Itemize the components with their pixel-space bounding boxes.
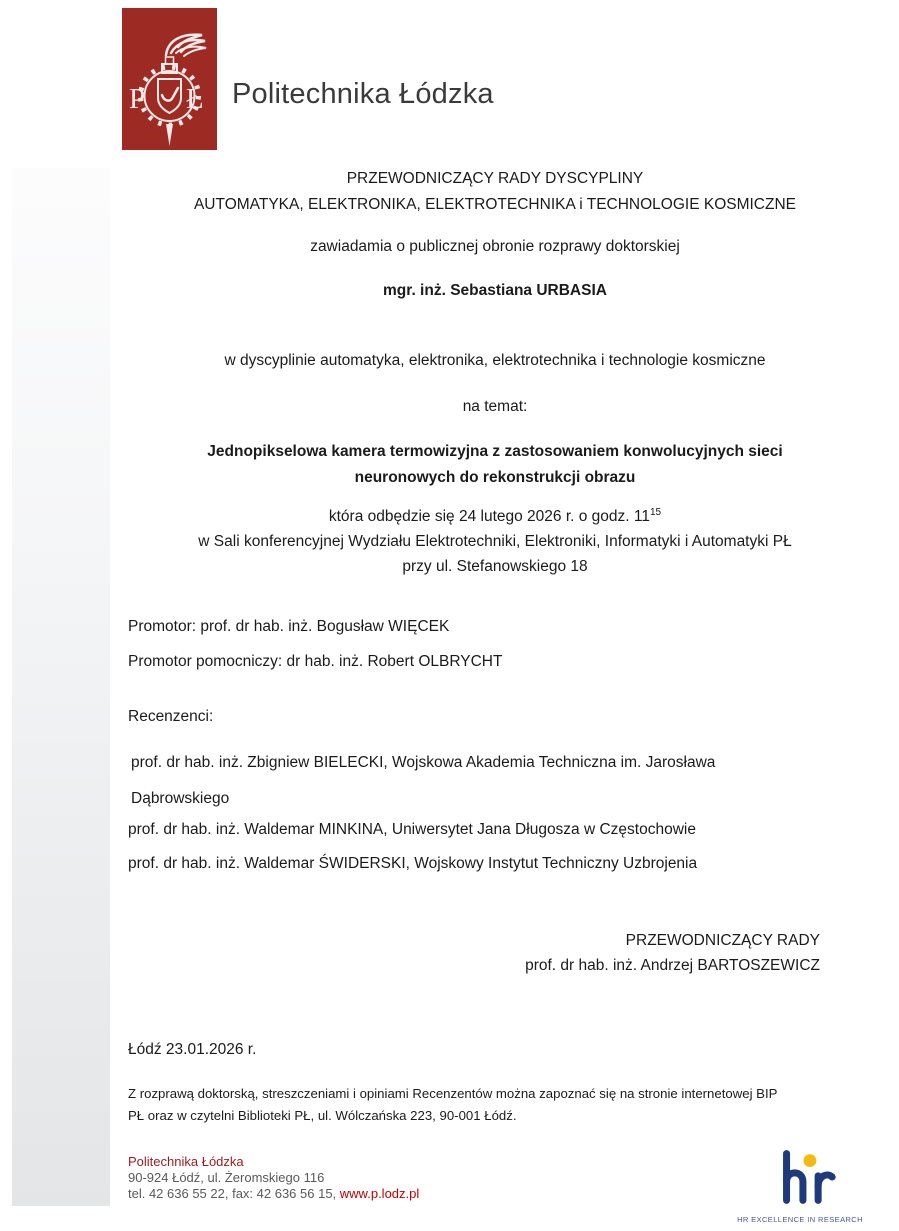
reviewer-3-line: prof. dr hab. inż. Waldemar ŚWIDERSKI, Wojskowy Instytut Techniczny Uzbrojenia	[128, 855, 698, 872]
signature-title: PRZEWODNICZĄCY RADY	[625, 932, 820, 949]
university-emblem-icon	[122, 8, 217, 150]
university-logo	[122, 8, 217, 150]
footer-org-name: Politechnika Łódzka	[128, 1154, 244, 1169]
thesis-title-line-2: neuronowych do rekonstrukcji obrazu	[354, 469, 636, 486]
header-line-2: AUTOMATYKA, ELEKTRONIKA, ELEKTROTECHNIKA i TECHNOLOGIE KOSMICZNE	[193, 196, 797, 213]
event-time-superscript: 15	[650, 506, 662, 518]
svg-text:P: P	[129, 83, 146, 115]
intro-line: zawiadamia o publicznej obronie rozprawy doktorskiej	[310, 238, 680, 255]
promotor-aux-line: Promotor pomocniczy: dr hab. inż. Robert OLBRYCHT	[128, 653, 503, 670]
scan-shadow-strip	[12, 168, 110, 1206]
footer-contact-block	[128, 1154, 419, 1202]
thesis-title	[122, 439, 868, 491]
hr-excellence-caption: HR EXCELLENCE IN RESEARCH	[737, 1215, 863, 1224]
thesis-title-line-1: Jednopikselowa kamera termowizyjna z zastosowaniem konwolucyjnych sieci	[207, 443, 783, 460]
event-venue-line-2: przy ul. Stefanowskiego 18	[402, 558, 588, 575]
event-venue-line-1: w Sali konferencyjnej Wydziału Elektrotechniki, Elektroniki, Informatyki i Automatyki PŁ	[198, 533, 792, 550]
hr-excellence-icon	[762, 1146, 838, 1208]
event-details	[122, 504, 868, 579]
topic-label: na temat:	[462, 398, 528, 415]
footer-contact-line	[128, 1186, 419, 1202]
footer-phone-fax: tel. 42 636 55 22, fax: 42 636 56 15,	[128, 1186, 340, 1201]
availability-note	[128, 1083, 777, 1127]
availability-note-line-2: PŁ oraz w czytelni Biblioteki PŁ, ul. Wólczańska 223, 90-001 Łódź.	[128, 1108, 517, 1123]
header-line-1: PRZEWODNICZĄCY RADY DYSCYPLINY	[346, 170, 644, 187]
hr-excellence-badge	[730, 1146, 870, 1224]
promotor-line: Promotor: prof. dr hab. inż. Bogusław WIĘCEK	[128, 618, 450, 635]
reviewer-1-line-2: Dąbrowskiego	[131, 790, 230, 807]
signature-name: prof. dr hab. inż. Andrzej BARTOSZEWICZ	[525, 957, 820, 974]
discipline-line: w dyscyplinie automatyka, elektronika, elektrotechnika i technologie kosmiczne	[224, 352, 766, 369]
org-name-title: Politechnika Łódzka	[232, 78, 494, 110]
footer-website-link[interactable]: www.p.lodz.pl	[339, 1186, 420, 1201]
candidate-name: mgr. inż. Sebastiana URBASIA	[383, 282, 607, 299]
svg-text:Ł: Ł	[186, 83, 204, 115]
signature-block	[525, 928, 820, 978]
date-place-line: Łódź 23.01.2026 r.	[128, 1041, 257, 1058]
announcement-header	[122, 166, 868, 218]
reviewers-label: Recenzenci:	[128, 708, 214, 725]
reviewer-2-line: prof. dr hab. inż. Waldemar MINKINA, Uniwersytet Jana Długosza w Częstochowie	[128, 821, 696, 838]
reviewer-1-line-1: prof. dr hab. inż. Zbigniew BIELECKI, Wojskowa Akademia Techniczna im. Jarosława	[131, 754, 716, 771]
event-date-line	[122, 504, 868, 529]
event-date-text: która odbędzie się 24 lutego 2026 r. o godz. 11	[328, 508, 650, 525]
footer-address: 90-924 Łódź, ul. Żeromskiego 116	[128, 1170, 325, 1185]
availability-note-line-1: Z rozprawą doktorską, streszczeniami i opiniami Recenzentów można zapoznać się na stronie internetowej BIP	[128, 1086, 778, 1101]
